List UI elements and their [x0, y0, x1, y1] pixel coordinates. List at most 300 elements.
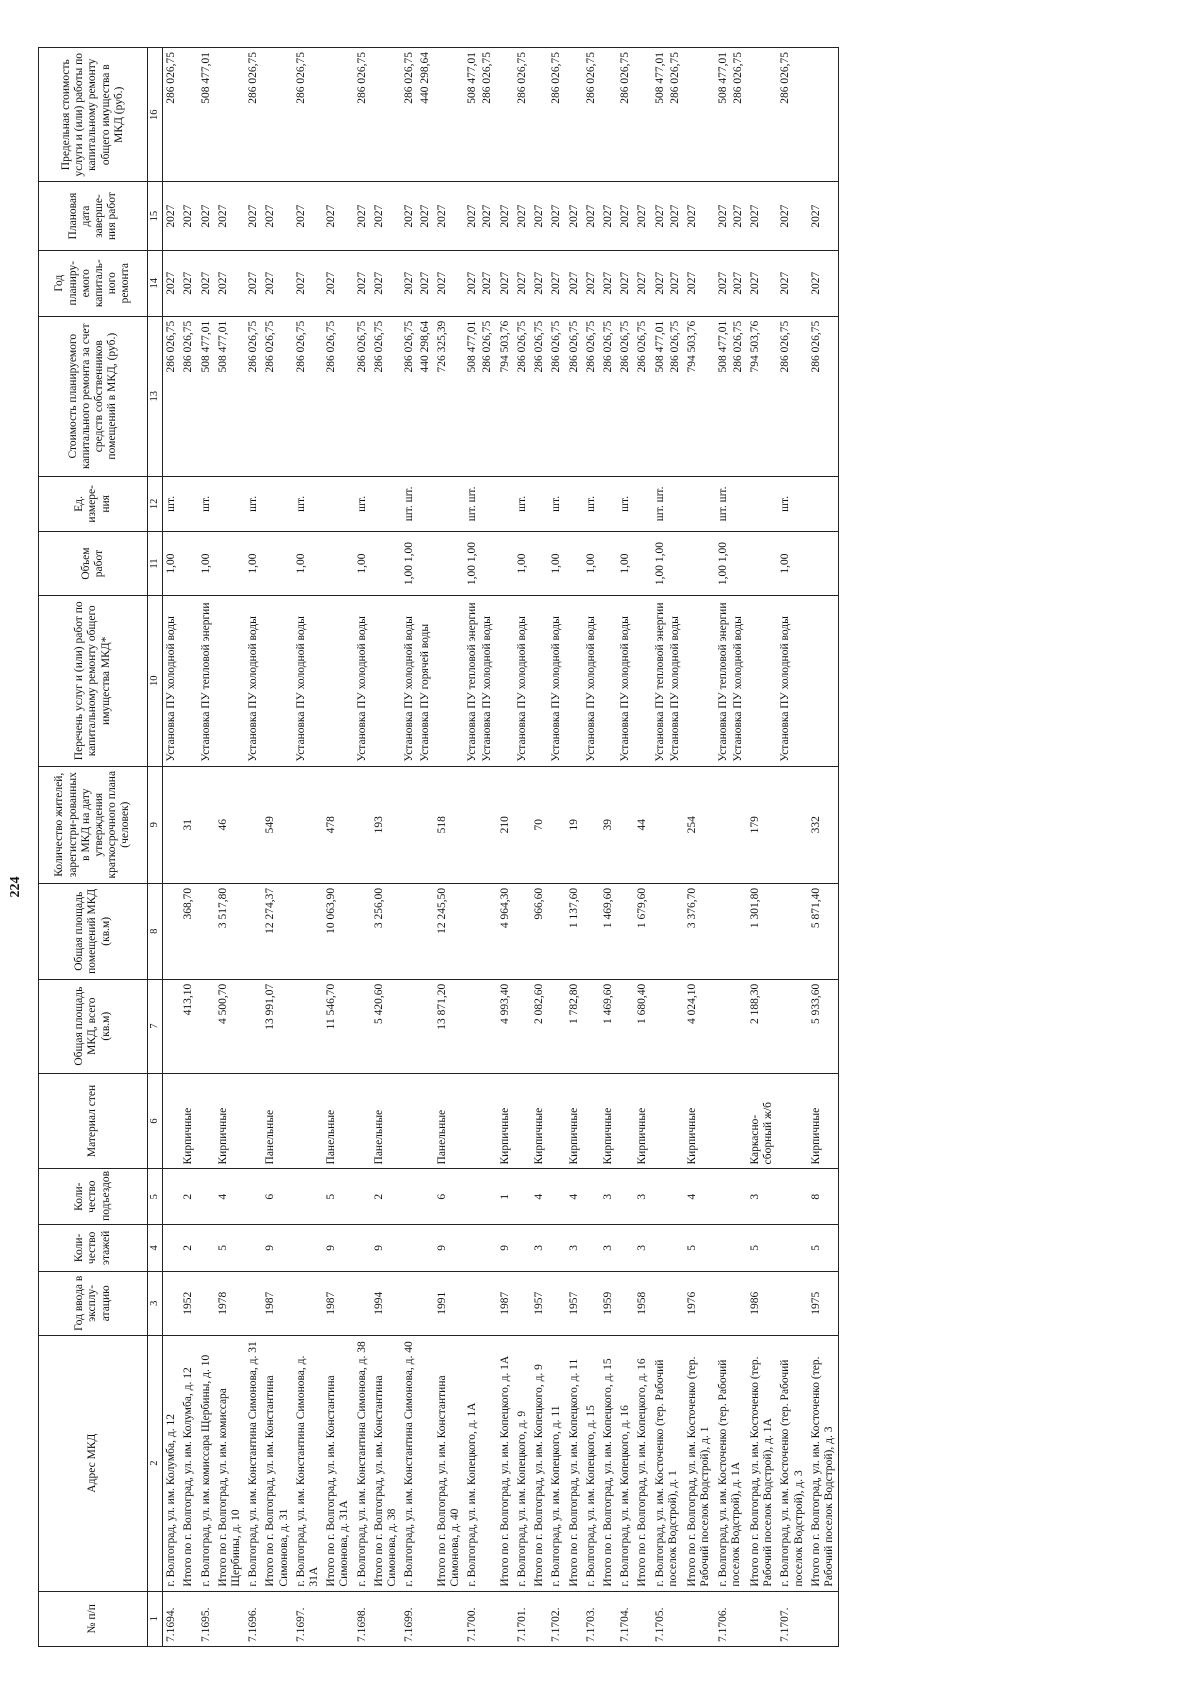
column-number: 1 [148, 1591, 163, 1646]
max-cost-cell-value: 440 298,64 [418, 52, 431, 104]
completion-date-cell [262, 182, 292, 250]
residents-cell: 332 [808, 766, 839, 883]
row-number [684, 1591, 714, 1646]
planned-cost-cell-value: 286 026,75 [165, 320, 178, 373]
repair-year-cell-value: 2027 [533, 271, 546, 295]
repair-year-cell [777, 250, 807, 316]
work-type-cell-value: Установка ПУ холодной воды [355, 616, 368, 762]
work-volume-cell [747, 532, 777, 596]
address-cell: Итого по г. Волгоград, ул. им. Копецкого, д. 1А [497, 1335, 514, 1591]
repair-year-cell-value: 2027 [165, 271, 178, 295]
planned-cost-cell [245, 316, 262, 476]
repair-year-cell [371, 250, 401, 316]
row-number [566, 1591, 583, 1646]
floors-cell: 3 [600, 1224, 617, 1271]
row-number [323, 1591, 353, 1646]
repair-year-cell [245, 250, 262, 316]
repair-year-cell [617, 250, 634, 316]
row-number: 7.1697. [293, 1591, 323, 1646]
residents-cell: 518 [434, 766, 464, 883]
premises-area-cell [245, 883, 262, 979]
repair-year-cell [163, 250, 181, 316]
planned-cost-cell-value: 286 026,75 [325, 320, 338, 373]
work-type-cell [747, 596, 777, 767]
floors-cell: 5 [684, 1224, 714, 1271]
unit-cell: шт. [163, 476, 181, 531]
residents-cell: 46 [215, 766, 245, 883]
work-volume-cell [684, 532, 714, 596]
wall-material-cell: Панельные [323, 1073, 353, 1169]
completion-date-cell [514, 182, 531, 250]
row-number: 7.1706. [715, 1591, 747, 1646]
floors-cell [514, 1224, 531, 1271]
year-built-cell: 1959 [600, 1271, 617, 1335]
column-number: 15 [148, 182, 163, 250]
max-cost-cell-value: 286 026,75 [550, 52, 563, 104]
floors-cell [293, 1224, 323, 1271]
wall-material-cell [583, 1073, 600, 1169]
max-cost-cell [684, 48, 714, 182]
max-cost-cell-value: 508 477,01 [716, 52, 729, 104]
work-type-cell-value: Установка ПУ холодной воды [731, 616, 744, 762]
address-cell: Итого по г. Волгоград, ул. им. комиссара Щербины, д. 10 [215, 1335, 245, 1591]
address-cell: Итого по г. Волгоград, ул. им. Константина Симонова, д. 31А [323, 1335, 353, 1591]
residents-cell: 179 [747, 766, 777, 883]
address-cell: г. Волгоград, ул. им. Косточенко (тер. Рабочий поселок Водстрой), д. 1 [652, 1335, 684, 1591]
residents-cell [293, 766, 323, 883]
work-volume-cell: 1,00 [198, 532, 215, 596]
floors-cell: 3 [566, 1224, 583, 1271]
premises-area-cell: 10 063,90 [323, 883, 353, 979]
wall-material-cell: Кирпичные [808, 1073, 839, 1169]
unit-cell: шт. шт. [464, 476, 496, 531]
table-row [323, 48, 353, 1647]
work-volume-cell [531, 532, 548, 596]
row-number [180, 1591, 197, 1646]
table-row [262, 48, 292, 1647]
entrances-cell [401, 1169, 433, 1224]
completion-date-cell-value: 2027 [498, 204, 511, 228]
year-built-cell: 1978 [215, 1271, 245, 1335]
max-cost-cell [617, 48, 634, 182]
unit-cell: шт. [198, 476, 215, 531]
completion-date-cell [497, 182, 514, 250]
work-type-cell-value: Установка ПУ холодной воды [165, 616, 178, 762]
max-cost-cell [245, 48, 262, 182]
column-header: Количество жителей, зарегистри-рованных в МКД на дату утверждения краткосрочного плана (человек) [39, 766, 148, 883]
residents-cell [617, 766, 634, 883]
max-cost-cell-value: 286 026,75 [731, 52, 744, 104]
max-cost-cell [566, 48, 583, 182]
repair-year-cell-value: 2027 [779, 271, 792, 295]
floors-cell [548, 1224, 565, 1271]
premises-area-cell [715, 883, 747, 979]
max-cost-cell [747, 48, 777, 182]
work-volume-cell: 1,00 [163, 532, 181, 596]
repair-year-cell-value: 2027 [567, 271, 580, 295]
planned-cost-cell-value: 286 026,75 [567, 320, 580, 373]
completion-date-cell [715, 182, 747, 250]
completion-date-cell-value: 2027 [653, 204, 666, 228]
work-volume-cell: 1,00 [548, 532, 565, 596]
completion-date-cell [684, 182, 714, 250]
table-row [293, 48, 323, 1647]
table-row [163, 48, 181, 1647]
wall-material-cell [293, 1073, 323, 1169]
max-cost-cell-value: 286 026,75 [619, 52, 632, 104]
total-area-cell [401, 979, 433, 1073]
planned-cost-cell-value: 286 026,75 [731, 320, 744, 373]
repair-year-cell-value: 2027 [716, 271, 729, 295]
year-built-cell: 1991 [434, 1271, 464, 1335]
wall-material-cell: Кирпичные [531, 1073, 548, 1169]
work-volume-cell: 1,00 [583, 532, 600, 596]
entrances-cell [777, 1169, 807, 1224]
planned-cost-cell-value: 286 026,75 [481, 320, 494, 373]
floors-cell [777, 1224, 807, 1271]
wall-material-cell [514, 1073, 531, 1169]
total-area-cell: 4 024,10 [684, 979, 714, 1073]
completion-date-cell-value: 2027 [182, 204, 195, 228]
completion-date-cell-value: 2027 [372, 204, 385, 228]
row-number [531, 1591, 548, 1646]
repair-year-cell-value: 2027 [403, 271, 416, 295]
repair-year-cell-value: 2027 [294, 271, 307, 295]
wall-material-cell [652, 1073, 684, 1169]
max-cost-cell [371, 48, 401, 182]
work-volume-cell: 1,00 1,00 [401, 532, 433, 596]
address-cell: Итого по г. Волгоград, ул. им. Копецкого, д. 15 [600, 1335, 617, 1591]
total-area-cell [293, 979, 323, 1073]
entrances-cell [514, 1169, 531, 1224]
residents-cell [548, 766, 565, 883]
repair-year-cell-value: 2027 [372, 271, 385, 295]
repair-year-cell-value: 2027 [435, 271, 448, 295]
planned-cost-cell [684, 316, 714, 476]
table-row [747, 48, 777, 1647]
repair-year-cell-value: 2027 [550, 271, 563, 295]
completion-date-cell-value: 2027 [601, 204, 614, 228]
planned-cost-cell [600, 316, 617, 476]
work-type-cell [634, 596, 651, 767]
repair-year-cell-value: 2027 [731, 271, 744, 295]
repair-year-cell [747, 250, 777, 316]
repair-year-cell [198, 250, 215, 316]
wall-material-cell [715, 1073, 747, 1169]
year-built-cell [548, 1271, 565, 1335]
residents-cell: 210 [497, 766, 514, 883]
entrances-cell [293, 1169, 323, 1224]
entrances-cell [245, 1169, 262, 1224]
year-built-cell: 1987 [262, 1271, 292, 1335]
entrances-cell: 4 [531, 1169, 548, 1224]
total-area-cell [163, 979, 181, 1073]
repair-year-cell-value: 2027 [466, 271, 479, 295]
wall-material-cell [401, 1073, 433, 1169]
work-type-cell [464, 596, 496, 767]
entrances-cell [198, 1169, 215, 1224]
work-type-cell [163, 596, 181, 767]
table-row [198, 48, 215, 1647]
address-cell: Итого по г. Волгоград, ул. им. Косточенко (тер. Рабочий поселок Водстрой), д. 1 [684, 1335, 714, 1591]
unit-cell: шт. шт. [401, 476, 433, 531]
wall-material-cell: Кирпичные [634, 1073, 651, 1169]
work-type-cell-value: Установка ПУ холодной воды [515, 616, 528, 762]
entrances-cell [583, 1169, 600, 1224]
max-cost-cell [777, 48, 807, 182]
premises-area-cell [198, 883, 215, 979]
total-area-cell [548, 979, 565, 1073]
row-number: 7.1694. [163, 1591, 181, 1646]
max-cost-cell [548, 48, 565, 182]
completion-date-cell [215, 182, 245, 250]
address-cell: г. Волгоград, ул. им. Копецкого, д. 16 [617, 1335, 634, 1591]
completion-date-cell-value: 2027 [584, 204, 597, 228]
planned-cost-cell-value: 286 026,75 [550, 320, 563, 373]
column-number: 16 [148, 48, 163, 182]
premises-area-cell [354, 883, 371, 979]
column-number: 7 [148, 979, 163, 1073]
column-number: 2 [148, 1335, 163, 1591]
unit-cell: шт. [514, 476, 531, 531]
floors-cell: 9 [434, 1224, 464, 1271]
year-built-cell: 1994 [371, 1271, 401, 1335]
residents-cell [652, 766, 684, 883]
completion-date-cell-value: 2027 [264, 204, 277, 228]
total-area-cell [777, 979, 807, 1073]
floors-cell: 9 [497, 1224, 514, 1271]
premises-area-cell [548, 883, 565, 979]
row-number: 7.1701. [514, 1591, 531, 1646]
row-number: 7.1702. [548, 1591, 565, 1646]
max-cost-cell [715, 48, 747, 182]
work-volume-cell: 1,00 [293, 532, 323, 596]
year-built-cell: 1975 [808, 1271, 839, 1335]
year-built-cell [514, 1271, 531, 1335]
completion-date-cell [323, 182, 353, 250]
column-header: Общая площадь МКД, всего (кв.м) [39, 979, 148, 1073]
wall-material-cell [245, 1073, 262, 1169]
entrances-cell: 2 [371, 1169, 401, 1224]
floors-cell: 9 [323, 1224, 353, 1271]
year-built-cell [464, 1271, 496, 1335]
year-built-cell [245, 1271, 262, 1335]
entrances-cell: 3 [600, 1169, 617, 1224]
address-cell: Итого по г. Волгоград, ул. им. Константина Симонова, д. 38 [371, 1335, 401, 1591]
repair-year-cell-value: 2027 [498, 271, 511, 295]
work-volume-cell: 1,00 1,00 [652, 532, 684, 596]
row-number [215, 1591, 245, 1646]
address-cell: Итого по г. Волгоград, ул. им. Копецкого, д. 16 [634, 1335, 651, 1591]
address-cell: г. Волгоград, ул. им. Копецкого, д. 9 [514, 1335, 531, 1591]
unit-cell [371, 476, 401, 531]
work-type-cell [293, 596, 323, 767]
planned-cost-cell-value: 286 026,75 [636, 320, 649, 373]
planned-cost-cell-value: 286 026,75 [247, 320, 260, 373]
work-type-cell [684, 596, 714, 767]
wall-material-cell [354, 1073, 371, 1169]
row-number: 7.1705. [652, 1591, 684, 1646]
repair-year-cell [600, 250, 617, 316]
completion-date-cell-value: 2027 [731, 204, 744, 228]
row-number [497, 1591, 514, 1646]
address-cell: г. Волгоград, ул. им. Копецкого, д. 11 [548, 1335, 565, 1591]
max-cost-cell [600, 48, 617, 182]
address-cell: г. Волгоград, ул. им. Косточенко (тер. Рабочий поселок Водстрой), д. 3 [777, 1335, 807, 1591]
premises-area-cell: 3 376,70 [684, 883, 714, 979]
repair-year-cell [354, 250, 371, 316]
entrances-cell: 4 [566, 1169, 583, 1224]
work-type-cell [354, 596, 371, 767]
planned-cost-cell [652, 316, 684, 476]
address-cell: г. Волгоград, ул. им. комиссара Щербины, д. 10 [198, 1335, 215, 1591]
work-type-cell [245, 596, 262, 767]
work-type-cell [323, 596, 353, 767]
address-cell: Итого по г. Волгоград, ул. им. Копецкого, д. 11 [566, 1335, 583, 1591]
floors-cell [652, 1224, 684, 1271]
repair-year-cell [531, 250, 548, 316]
wall-material-cell: Каркасно-сборный ж/б [747, 1073, 777, 1169]
floors-cell: 3 [531, 1224, 548, 1271]
work-volume-cell: 1,00 [777, 532, 807, 596]
work-type-cell-value: Установка ПУ тепловой энергии [199, 602, 212, 762]
repair-year-cell [293, 250, 323, 316]
floors-cell: 5 [808, 1224, 839, 1271]
repair-year-cell [634, 250, 651, 316]
premises-area-cell [401, 883, 433, 979]
max-cost-cell [180, 48, 197, 182]
year-built-cell [293, 1271, 323, 1335]
completion-date-cell-value: 2027 [247, 204, 260, 228]
repair-year-cell [180, 250, 197, 316]
table-row [401, 48, 433, 1647]
planned-cost-cell-value: 508 477,01 [466, 320, 479, 373]
max-cost-cell-value: 508 477,01 [199, 52, 212, 104]
premises-area-cell [583, 883, 600, 979]
max-cost-cell [215, 48, 245, 182]
column-number: 4 [148, 1224, 163, 1271]
work-type-cell-value: Установка ПУ тепловой энергии [653, 602, 666, 762]
max-cost-cell-value: 508 477,01 [466, 52, 479, 104]
planned-cost-cell-value: 726 325,39 [435, 320, 448, 373]
wall-material-cell [548, 1073, 565, 1169]
planned-cost-cell [531, 316, 548, 476]
max-cost-cell [401, 48, 433, 182]
unit-cell: шт. [583, 476, 600, 531]
premises-area-cell: 1 469,60 [600, 883, 617, 979]
completion-date-cell-value: 2027 [216, 204, 229, 228]
repair-year-cell-value: 2027 [584, 271, 597, 295]
unit-cell [600, 476, 617, 531]
planned-cost-cell [514, 316, 531, 476]
total-area-cell: 4 993,40 [497, 979, 514, 1073]
entrances-cell: 1 [497, 1169, 514, 1224]
work-volume-cell [323, 532, 353, 596]
column-number: 6 [148, 1073, 163, 1169]
repair-year-cell-value: 2027 [748, 271, 761, 295]
completion-date-cell [293, 182, 323, 250]
premises-area-cell: 12 245,50 [434, 883, 464, 979]
completion-date-cell [583, 182, 600, 250]
unit-cell [684, 476, 714, 531]
max-cost-cell-value: 286 026,75 [481, 52, 494, 104]
wall-material-cell [464, 1073, 496, 1169]
column-header: Материал стен [39, 1073, 148, 1169]
table-row [777, 48, 807, 1647]
work-volume-cell: 1,00 [245, 532, 262, 596]
row-number [808, 1591, 839, 1646]
work-type-cell-value: Установка ПУ холодной воды [779, 616, 792, 762]
planned-cost-cell [715, 316, 747, 476]
wall-material-cell [777, 1073, 807, 1169]
repair-year-cell-value: 2027 [264, 271, 277, 295]
floors-cell [198, 1224, 215, 1271]
repair-year-cell-value: 2027 [325, 271, 338, 295]
total-area-cell: 11 546,70 [323, 979, 353, 1073]
row-number [262, 1591, 292, 1646]
total-area-cell [715, 979, 747, 1073]
row-number: 7.1707. [777, 1591, 807, 1646]
year-built-cell: 1976 [684, 1271, 714, 1335]
table-row [215, 48, 245, 1647]
premises-area-cell: 966,60 [531, 883, 548, 979]
total-area-cell [198, 979, 215, 1073]
table-row [354, 48, 371, 1647]
unit-cell: шт. [354, 476, 371, 531]
max-cost-cell-value: 286 026,75 [403, 52, 416, 104]
repair-year-cell-value: 2027 [686, 271, 699, 295]
planned-cost-cell-value: 286 026,75 [372, 320, 385, 373]
row-number: 7.1700. [464, 1591, 496, 1646]
max-cost-cell-value: 508 477,01 [653, 52, 666, 104]
repair-year-cell [497, 250, 514, 316]
wall-material-cell: Кирпичные [684, 1073, 714, 1169]
work-volume-cell [215, 532, 245, 596]
column-header: Плановая дата заверше-ния работ [39, 182, 148, 250]
max-cost-cell [163, 48, 181, 182]
row-number: 7.1696. [245, 1591, 262, 1646]
premises-area-cell: 3 517,80 [215, 883, 245, 979]
row-number: 7.1699. [401, 1591, 433, 1646]
residents-cell: 44 [634, 766, 651, 883]
wall-material-cell: Кирпичные [600, 1073, 617, 1169]
repair-year-cell-value: 2027 [216, 271, 229, 295]
repair-year-cell-value: 2027 [481, 271, 494, 295]
completion-date-cell [371, 182, 401, 250]
total-area-cell: 2 082,60 [531, 979, 548, 1073]
premises-area-cell: 1 137,60 [566, 883, 583, 979]
max-cost-cell [198, 48, 215, 182]
unit-cell: шт. [548, 476, 565, 531]
total-area-cell [583, 979, 600, 1073]
entrances-cell [464, 1169, 496, 1224]
planned-cost-cell-value: 440 298,64 [418, 320, 431, 373]
work-type-cell [514, 596, 531, 767]
wall-material-cell: Кирпичные [215, 1073, 245, 1169]
work-type-cell [198, 596, 215, 767]
table-row [566, 48, 583, 1647]
completion-date-cell [808, 182, 839, 250]
address-cell: г. Волгоград, ул. им. Константина Симонова, д. 31А [293, 1335, 323, 1591]
work-type-cell-value: Установка ПУ тепловой энергии [716, 602, 729, 762]
residents-cell [715, 766, 747, 883]
row-number: 7.1698. [354, 1591, 371, 1646]
unit-cell [747, 476, 777, 531]
planned-cost-cell-value: 286 026,75 [403, 320, 416, 373]
year-built-cell: 1957 [531, 1271, 548, 1335]
completion-date-cell-value: 2027 [748, 204, 761, 228]
planned-cost-cell [548, 316, 565, 476]
